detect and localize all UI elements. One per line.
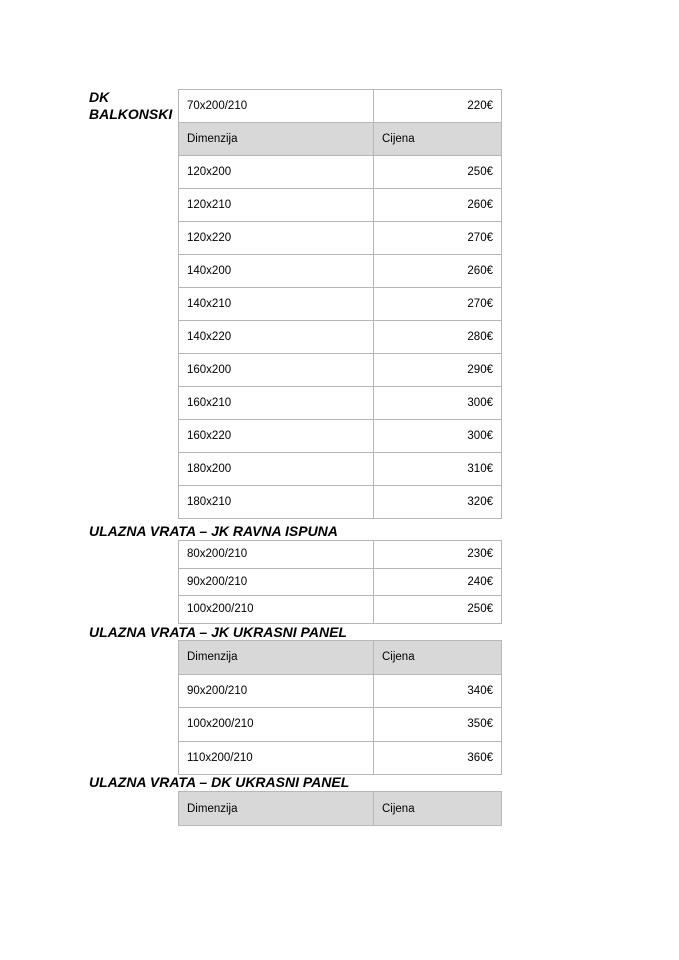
table-row: [179, 568, 502, 596]
price-cell: 230€: [374, 541, 502, 569]
price-cell: 350€: [374, 708, 502, 742]
table-row: [179, 156, 502, 189]
section-title-dk-balkonski: [89, 89, 174, 123]
dimension-cell: 90x200/210: [179, 674, 374, 708]
dimension-cell: 140x210: [179, 288, 374, 321]
table-header-row: [179, 792, 502, 826]
section-title-line: DK: [89, 89, 110, 105]
table-row: [179, 90, 502, 123]
dimension-cell: 80x200/210: [179, 541, 374, 569]
table-row: [179, 674, 502, 708]
price-cell: 300€: [374, 387, 502, 420]
dimension-cell: 160x220: [179, 420, 374, 453]
price-cell: 360€: [374, 741, 502, 775]
price-cell: 270€: [374, 222, 502, 255]
section-title-jk-ukrasni-panel: ULAZNA VRATA – JK UKRASNI PANEL: [89, 624, 347, 640]
dimension-cell: 110x200/210: [179, 741, 374, 775]
price-cell: 320€: [374, 486, 502, 519]
dimension-cell: 180x200: [179, 453, 374, 486]
dimension-cell: 180x210: [179, 486, 374, 519]
dimension-cell: 120x200: [179, 156, 374, 189]
price-cell: 270€: [374, 288, 502, 321]
price-cell: 300€: [374, 420, 502, 453]
price-cell: 310€: [374, 453, 502, 486]
price-cell: 240€: [374, 568, 502, 596]
table-row: [179, 255, 502, 288]
dimension-cell: 120x220: [179, 222, 374, 255]
price-cell: 220€: [374, 90, 502, 123]
dimension-cell: 140x200: [179, 255, 374, 288]
table-row: [179, 453, 502, 486]
dimension-cell: 100x200/210: [179, 596, 374, 624]
section-title-dk-ukrasni-panel: ULAZNA VRATA – DK UKRASNI PANEL: [89, 774, 350, 790]
dimension-cell: 90x200/210: [179, 568, 374, 596]
column-header-price: Cijena: [374, 792, 502, 826]
table-row: [179, 288, 502, 321]
price-cell: 260€: [374, 255, 502, 288]
table-row: [179, 420, 502, 453]
column-header-price: Cijena: [374, 123, 502, 156]
table-row: [179, 189, 502, 222]
price-cell: 280€: [374, 321, 502, 354]
dimension-cell: 160x210: [179, 387, 374, 420]
price-table-jk-ukrasni-panel: [178, 640, 502, 775]
price-table-dk-ukrasni-panel: [178, 791, 502, 826]
section-title-jk-ravna-ispuna: ULAZNA VRATA – JK RAVNA ISPUNA: [89, 523, 338, 539]
table-row: [179, 354, 502, 387]
table-row: [179, 222, 502, 255]
price-cell: 250€: [374, 156, 502, 189]
dimension-cell: 160x200: [179, 354, 374, 387]
dimension-cell: 120x210: [179, 189, 374, 222]
price-cell: 260€: [374, 189, 502, 222]
table-header-row: [179, 123, 502, 156]
price-cell: 340€: [374, 674, 502, 708]
column-header-price: Cijena: [374, 641, 502, 675]
table-header-row: [179, 641, 502, 675]
section-title-line: BALKONSKI: [89, 106, 173, 122]
table-row: [179, 541, 502, 569]
table-row: [179, 387, 502, 420]
price-cell: 250€: [374, 596, 502, 624]
dimension-cell: 100x200/210: [179, 708, 374, 742]
price-cell: 290€: [374, 354, 502, 387]
price-table-dk-balkonski: [178, 89, 502, 519]
price-table-jk-ravna-ispuna: [178, 540, 502, 624]
table-row: [179, 321, 502, 354]
column-header-dimension: Dimenzija: [179, 123, 374, 156]
dimension-cell: 140x220: [179, 321, 374, 354]
column-header-dimension: Dimenzija: [179, 792, 374, 826]
table-row: [179, 741, 502, 775]
dimension-cell: 70x200/210: [179, 90, 374, 123]
table-row: [179, 596, 502, 624]
column-header-dimension: Dimenzija: [179, 641, 374, 675]
table-row: [179, 486, 502, 519]
table-row: [179, 708, 502, 742]
